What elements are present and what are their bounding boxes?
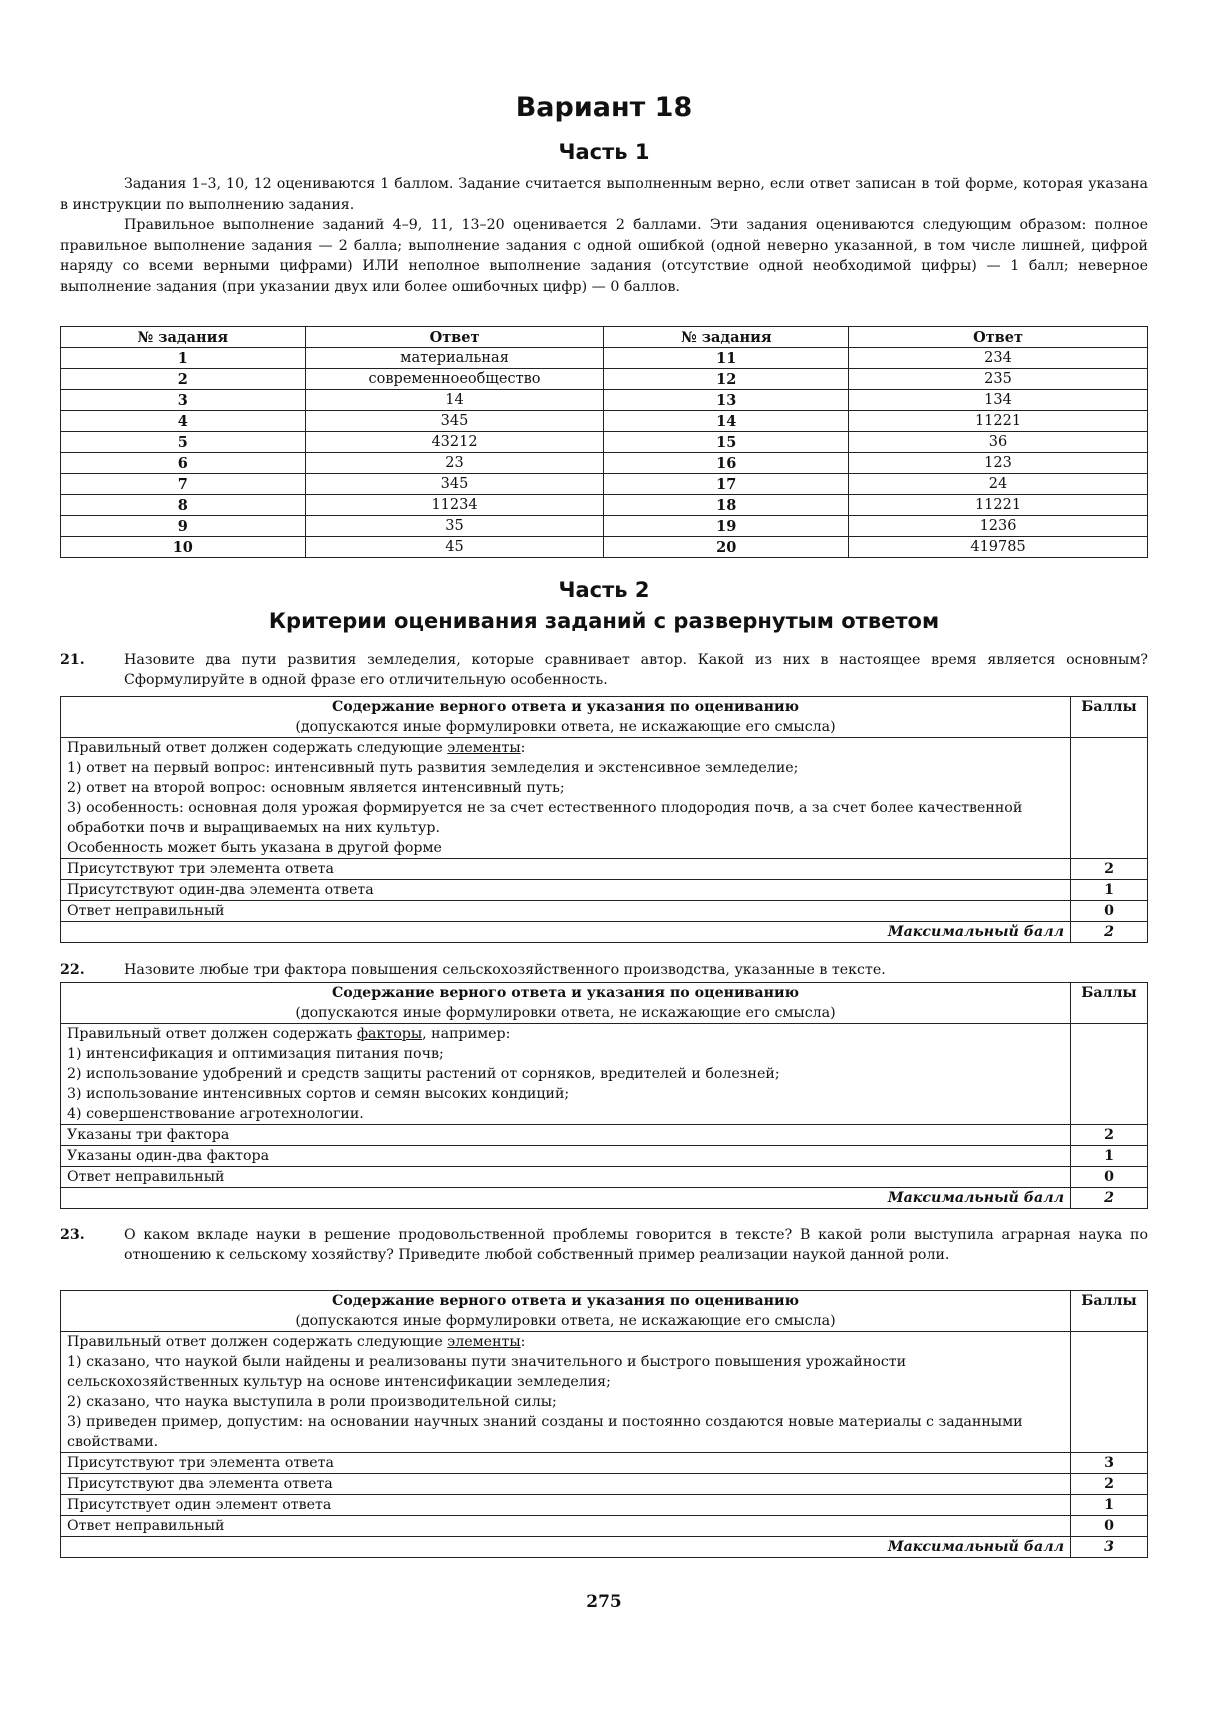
table-header-row [61, 327, 1148, 348]
scoring-row [61, 1495, 1148, 1516]
answer-item: 1) сказано, что наукой были найдены и реализованы пути значительного и быстрого повышения урожайности сельскохозяйственных культур на основе интенсификации земледелия; [67, 1354, 907, 1390]
scoring-label: Ответ неправильный [61, 1516, 1071, 1537]
scoring-points: 1 [1071, 880, 1148, 901]
task-number: 19 [604, 516, 849, 537]
answer-cell: 134 [849, 390, 1148, 411]
table-row [61, 348, 1148, 369]
scoring-row [61, 880, 1148, 901]
answer-cell: 23 [305, 453, 604, 474]
criteria-heading: Критерии оценивания заданий с развернутым ответом [268, 609, 940, 633]
task-23-question [60, 1225, 1148, 1265]
scoring-points: 2 [1071, 859, 1148, 880]
answer-cell: 1236 [849, 516, 1148, 537]
task-number: 9 [61, 516, 306, 537]
task-number: 14 [604, 411, 849, 432]
table-row [61, 516, 1148, 537]
answer-cell: 234 [849, 348, 1148, 369]
table-row [61, 537, 1148, 558]
task-number: 23. [60, 1227, 85, 1243]
scoring-points: 1 [1071, 1495, 1148, 1516]
page-number: 275 [586, 1592, 622, 1612]
task-number: 13 [604, 390, 849, 411]
criteria-header [61, 1291, 1071, 1332]
scoring-row [61, 1146, 1148, 1167]
criteria-header [61, 983, 1071, 1024]
answer-content [61, 1024, 1071, 1125]
answer-cell: 11221 [849, 495, 1148, 516]
criteria-header-line1: Содержание верного ответа и указания по оцениванию [331, 699, 800, 715]
task-number: 12 [604, 369, 849, 390]
task-number: 2 [61, 369, 306, 390]
task-number: 21. [60, 652, 85, 668]
max-score-value: 2 [1071, 922, 1148, 943]
task-21-criteria-table [60, 696, 1148, 943]
answer-item: 3) особенность: основная доля урожая формируется не за счет естественного плодородия почв, а за счет более качественной обработки почв и выращиваемых на них культур. [67, 800, 1023, 836]
answer-item: 1) интенсификация и оптимизация питания почв; [67, 1046, 444, 1062]
answer-content-row [61, 1024, 1148, 1125]
task-number: 4 [61, 411, 306, 432]
scoring-label: Присутствуют три элемента ответа [61, 1453, 1071, 1474]
table-row [61, 453, 1148, 474]
points-header: Баллы [1071, 697, 1148, 738]
max-score-value: 2 [1071, 1188, 1148, 1209]
answer-intro: , например: [422, 1026, 511, 1042]
answer-intro-keyword: факторы [356, 1026, 423, 1042]
points-header: Баллы [1071, 983, 1148, 1024]
task-number: 18 [604, 495, 849, 516]
scoring-points: 2 [1071, 1474, 1148, 1495]
criteria-header [61, 697, 1071, 738]
max-score-row [61, 1188, 1148, 1209]
table-row [61, 495, 1148, 516]
task-number: 8 [61, 495, 306, 516]
criteria-header-line2: (допускаются иные формулировки ответа, не искажающие его смысла) [295, 719, 836, 735]
answer-item: 3) приведен пример, допустим: на основании научных знаний созданы и постоянно создаются новые материалы с заданными свойствами. [67, 1414, 1023, 1450]
answer-cell: 345 [305, 474, 604, 495]
answer-item: 4) совершенствование агротехнологии. [67, 1106, 364, 1122]
scoring-label: Присутствуют три элемента ответа [61, 859, 1071, 880]
criteria-header-row [61, 697, 1148, 738]
answer-cell: 235 [849, 369, 1148, 390]
scoring-points: 0 [1071, 901, 1148, 922]
table-row [61, 390, 1148, 411]
scoring-row [61, 1167, 1148, 1188]
points-cell [1071, 1332, 1148, 1453]
part2-heading: Часть 2 [558, 578, 650, 602]
task-23-criteria-table [60, 1290, 1148, 1558]
scoring-label: Указаны один-два фактора [61, 1146, 1071, 1167]
scoring-label: Присутствуют один-два элемента ответа [61, 880, 1071, 901]
task-22-criteria-table [60, 982, 1148, 1209]
column-header: Ответ [849, 327, 1148, 348]
scoring-points: 0 [1071, 1516, 1148, 1537]
scoring-row [61, 1453, 1148, 1474]
criteria-header-line2: (допускаются иные формулировки ответа, не искажающие его смысла) [295, 1313, 836, 1329]
scoring-row [61, 859, 1148, 880]
task-number: 16 [604, 453, 849, 474]
points-cell [1071, 1024, 1148, 1125]
task-21-question [60, 650, 1148, 690]
scoring-label: Указаны три фактора [61, 1125, 1071, 1146]
answer-cell: 11221 [849, 411, 1148, 432]
task-number: 15 [604, 432, 849, 453]
scoring-row [61, 1516, 1148, 1537]
answer-content [61, 738, 1071, 859]
answer-cell: 11234 [305, 495, 604, 516]
answer-cell: 35 [305, 516, 604, 537]
scoring-row [61, 901, 1148, 922]
answer-cell: 14 [305, 390, 604, 411]
answer-item: 1) ответ на первый вопрос: интенсивный путь развития земледелия и экстенсивное земледелие; [67, 760, 799, 776]
answer-intro: Правильный ответ должен содержать следующие [67, 1334, 448, 1350]
question-text: Назовите два пути развития земледелия, которые сравнивает автор. Какой из них в настоящее время является основным? Сформулируйте в одной фразе его отличительную особенность. [124, 652, 1148, 688]
answer-cell: современноеобщество [305, 369, 604, 390]
scoring-label: Присутствует один элемент ответа [61, 1495, 1071, 1516]
task-number: 17 [604, 474, 849, 495]
answer-intro: Правильный ответ должен содержать следующие [67, 740, 448, 756]
task-number: 20 [604, 537, 849, 558]
max-score-row [61, 922, 1148, 943]
scoring-row [61, 1125, 1148, 1146]
criteria-header-line1: Содержание верного ответа и указания по оцениванию [331, 985, 800, 1001]
question-text: Назовите любые три фактора повышения сельскохозяйственного производства, указанные в тексте. [124, 962, 886, 978]
answer-intro: : [520, 740, 526, 756]
answer-intro: : [520, 1334, 526, 1350]
criteria-header-line1: Содержание верного ответа и указания по оцениванию [331, 1293, 800, 1309]
answer-cell: 345 [305, 411, 604, 432]
answers-table [60, 326, 1148, 558]
column-header: № задания [604, 327, 849, 348]
variant-title: Вариант 18 [515, 92, 693, 123]
task-number: 6 [61, 453, 306, 474]
answer-item: 2) сказано, что наука выступила в роли производительной силы; [67, 1394, 557, 1410]
table-row [61, 432, 1148, 453]
max-score-label: Максимальный балл [61, 1537, 1071, 1558]
task-number: 5 [61, 432, 306, 453]
column-header: № задания [61, 327, 306, 348]
answer-content [61, 1332, 1071, 1453]
scoring-points: 1 [1071, 1146, 1148, 1167]
answer-cell: 45 [305, 537, 604, 558]
intro-paragraph: Правильное выполнение заданий 4–9, 11, 13–20 оценивается 2 баллами. Эти задания оцениваются следующим образом: полное правильное выполнение задания — 2 балла; выполнение задания с одной ошибкой (одной неверно указанной, в том числе лишней, цифрой наряду со всеми верными цифрами) ИЛИ неполное выполнение задания (отсутствие одной необходимой цифры) — 1 балл; неверное выполнение задания (при указании двух или более ошибочных цифр) — 0 баллов. [60, 217, 1148, 295]
max-score-value: 3 [1071, 1537, 1148, 1558]
scoring-label: Присутствуют два элемента ответа [61, 1474, 1071, 1495]
scoring-label: Ответ неправильный [61, 901, 1071, 922]
max-score-row [61, 1537, 1148, 1558]
points-cell [1071, 738, 1148, 859]
scoring-points: 0 [1071, 1167, 1148, 1188]
answer-cell: 36 [849, 432, 1148, 453]
answer-cell: материальная [305, 348, 604, 369]
criteria-header-row [61, 1291, 1148, 1332]
scoring-label: Ответ неправильный [61, 1167, 1071, 1188]
answer-intro-keyword: элементы [447, 740, 521, 756]
answer-item: 3) использование интенсивных сортов и семян высоких кондиций; [67, 1086, 570, 1102]
scoring-points: 3 [1071, 1453, 1148, 1474]
task-number: 10 [61, 537, 306, 558]
table-row [61, 411, 1148, 432]
table-row [61, 474, 1148, 495]
criteria-header-row [61, 983, 1148, 1024]
task-number: 1 [61, 348, 306, 369]
task-number: 7 [61, 474, 306, 495]
question-text: О каком вкладе науки в решение продовольственной проблемы говорится в тексте? В какой роли выступила аграрная наука по отношению к сельскому хозяйству? Приведите любой собственный пример реализации наукой данной роли. [124, 1227, 1148, 1263]
part1-heading: Часть 1 [558, 140, 650, 164]
task-22-question [60, 960, 1148, 980]
answer-content-row [61, 1332, 1148, 1453]
criteria-header-line2: (допускаются иные формулировки ответа, не искажающие его смысла) [295, 1005, 836, 1021]
answer-cell: 43212 [305, 432, 604, 453]
answer-content-row [61, 738, 1148, 859]
part1-intro [60, 174, 1148, 297]
max-score-label: Максимальный балл [61, 922, 1071, 943]
column-header: Ответ [305, 327, 604, 348]
max-score-label: Максимальный балл [61, 1188, 1071, 1209]
answer-item: 2) использование удобрений и средств защиты растений от сорняков, вредителей и болезней; [67, 1066, 780, 1082]
answer-intro: Правильный ответ должен содержать [67, 1026, 357, 1042]
task-number: 11 [604, 348, 849, 369]
task-number: 3 [61, 390, 306, 411]
answer-item: 2) ответ на второй вопрос: основным является интенсивный путь; [67, 780, 565, 796]
answer-item: Особенность может быть указана в другой форме [67, 840, 442, 856]
task-number: 22. [60, 962, 85, 978]
table-row [61, 369, 1148, 390]
answer-cell: 24 [849, 474, 1148, 495]
scoring-points: 2 [1071, 1125, 1148, 1146]
answer-cell: 419785 [849, 537, 1148, 558]
answer-intro-keyword: элементы [447, 1334, 521, 1350]
scoring-row [61, 1474, 1148, 1495]
answer-cell: 123 [849, 453, 1148, 474]
points-header: Баллы [1071, 1291, 1148, 1332]
intro-paragraph: Задания 1–3, 10, 12 оцениваются 1 баллом. Задание считается выполненным верно, если ответ записан в той форме, которая указана в инструкции по выполнению задания. [60, 176, 1148, 213]
